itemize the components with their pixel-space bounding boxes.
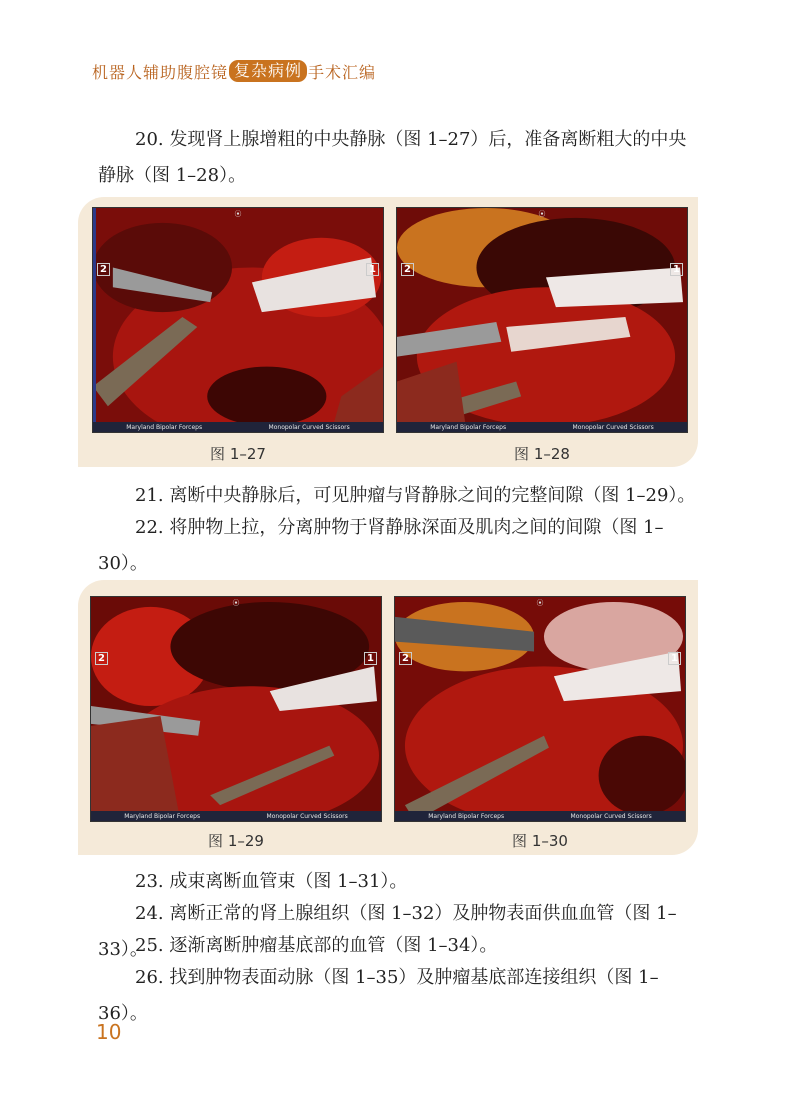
paragraph-21: 21. 离断中央静脉后，可见肿瘤与肾静脉之间的完整间隙（图 1–29）。	[135, 485, 696, 506]
tool-right-label: Monopolar Curved Scissors	[570, 812, 652, 820]
surgical-photo	[394, 596, 686, 822]
hud-top-indicator: ⦿	[536, 599, 544, 607]
figure-caption: 图 1–27	[210, 445, 266, 463]
figure-caption: 图 1–28	[514, 445, 570, 463]
figure-1-27	[92, 207, 384, 463]
paragraph-24: 24. 离断正常的肾上腺组织（图 1–32）及肿物表面供血血管（图 1–33）。	[98, 903, 677, 960]
paragraph-23: 23. 成束离断血管束（图 1–31）。	[135, 871, 408, 892]
running-header	[92, 58, 376, 84]
arm-left-number: 2	[399, 652, 412, 665]
tool-left-label: Maryland Bipolar Forceps	[428, 812, 505, 820]
tool-left-label: Maryland Bipolar Forceps	[126, 423, 203, 431]
figure-panel-1	[78, 197, 698, 467]
instrument-bar	[395, 811, 685, 821]
surgical-photo	[92, 207, 384, 433]
figure-1-29	[90, 596, 382, 850]
surgical-photo	[396, 207, 688, 433]
instrument-bar	[397, 422, 687, 432]
tool-right-label: Monopolar Curved Scissors	[266, 812, 348, 820]
header-suffix: 手术汇编	[308, 62, 377, 82]
tool-left-label: Maryland Bipolar Forceps	[124, 812, 201, 820]
tool-right-label: Monopolar Curved Scissors	[572, 423, 654, 431]
figure-caption: 图 1–30	[512, 832, 568, 850]
tool-right-label: Monopolar Curved Scissors	[268, 423, 350, 431]
arm-left-number: 2	[95, 652, 108, 665]
hud-top-indicator: ⦿	[538, 210, 546, 218]
figure-1-28	[396, 207, 688, 463]
paragraph-20: 20. 发现肾上腺增粗的中央静脉（图 1–27）后，准备离断粗大的中央静脉（图 1–28）。	[98, 129, 687, 186]
tool-left-label: Maryland Bipolar Forceps	[430, 423, 507, 431]
surgical-photo	[90, 596, 382, 822]
hud-top-indicator: ⦿	[234, 210, 242, 218]
paragraph-22: 22. 将肿物上拉，分离肿物于肾静脉深面及肌肉之间的间隙（图 1–30）。	[98, 517, 664, 574]
header-prefix: 机器人辅助腹腔镜	[92, 62, 229, 82]
paragraph-25: 25. 逐渐离断肿瘤基底部的血管（图 1–34）。	[135, 935, 498, 956]
paragraph-26: 26. 找到肿物表面动脉（图 1–35）及肿瘤基底部连接组织（图 1–36）。	[98, 967, 659, 1024]
instrument-bar	[91, 811, 381, 821]
hud-top-indicator: ⦿	[232, 599, 240, 607]
arm-right-number: 1	[668, 652, 681, 665]
figure-1-30	[394, 596, 686, 850]
arm-left-number: 2	[97, 263, 110, 276]
figure-caption: 图 1–29	[208, 832, 264, 850]
arm-right-number: 1	[364, 652, 377, 665]
arm-left-number: 2	[401, 263, 414, 276]
instrument-bar	[93, 422, 383, 432]
arm-right-number: 1	[366, 263, 379, 276]
figure-panel-2	[78, 580, 698, 855]
header-highlight: 复杂病例	[229, 60, 307, 82]
page-number: 10	[96, 1020, 122, 1044]
arm-right-number: 1	[670, 263, 683, 276]
